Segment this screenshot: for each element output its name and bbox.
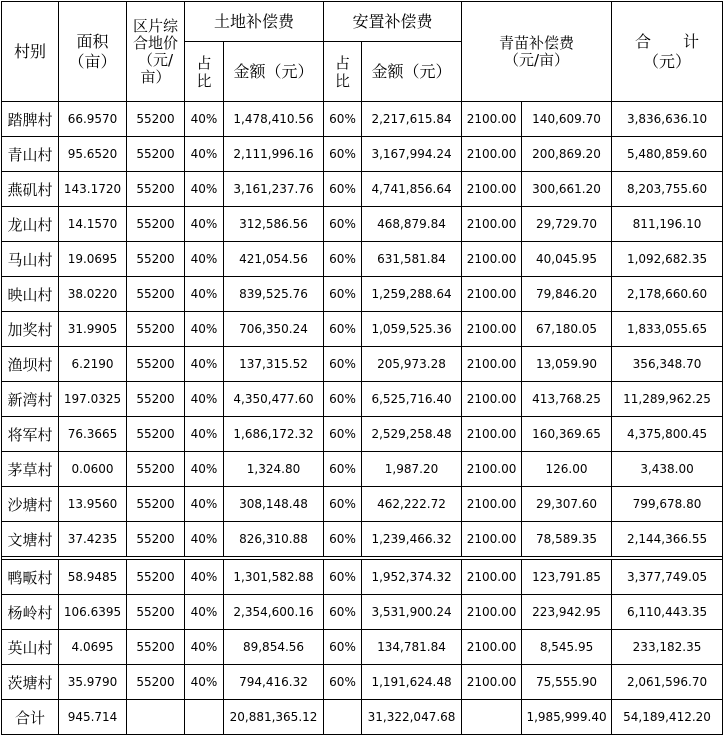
table-row xyxy=(2,347,723,382)
cell-village: 燕矶村 xyxy=(2,172,59,207)
cell-resettle-amount: 2,217,615.84 xyxy=(362,102,462,137)
cell-resettle-ratio: 60% xyxy=(324,172,362,207)
cell-resettle-ratio: 60% xyxy=(324,665,362,700)
cell-land-amount: 1,301,582.88 xyxy=(224,560,324,595)
cell-area: 66.9570 xyxy=(59,102,127,137)
cell-land-amount: 706,350.24 xyxy=(224,312,324,347)
cell-land-price: 55200 xyxy=(127,277,185,312)
cell-resettle-amount: 4,741,856.64 xyxy=(362,172,462,207)
header-village: 村别 xyxy=(2,2,59,102)
table-row xyxy=(2,452,723,487)
totals-price-empty xyxy=(127,700,185,735)
cell-seedling-rate: 2100.00 xyxy=(462,242,522,277)
table-row xyxy=(2,102,723,137)
cell-seedling-rate: 2100.00 xyxy=(462,595,522,630)
cell-land-price: 55200 xyxy=(127,560,185,595)
cell-village: 茅草村 xyxy=(2,452,59,487)
header-seedling-compensation: 青苗补偿费（元/亩） xyxy=(462,2,612,102)
cell-land-ratio: 40% xyxy=(185,242,224,277)
totals-seed-rate-empty xyxy=(462,700,522,735)
cell-resettle-amount: 1,259,288.64 xyxy=(362,277,462,312)
totals-grand-total: 54,189,412.20 xyxy=(612,700,723,735)
cell-seedling-amount: 67,180.05 xyxy=(522,312,612,347)
cell-village: 加奖村 xyxy=(2,312,59,347)
cell-resettle-ratio: 60% xyxy=(324,347,362,382)
cell-area: 0.0600 xyxy=(59,452,127,487)
table-row xyxy=(2,522,723,557)
cell-total: 3,377,749.05 xyxy=(612,560,723,595)
cell-area: 14.1570 xyxy=(59,207,127,242)
cell-land-price: 55200 xyxy=(127,242,185,277)
cell-land-ratio: 40% xyxy=(185,417,224,452)
cell-land-price: 55200 xyxy=(127,522,185,557)
cell-land-price: 55200 xyxy=(127,172,185,207)
header-area: 面积（亩） xyxy=(59,2,127,102)
cell-seedling-amount: 300,661.20 xyxy=(522,172,612,207)
totals-resettle-ratio-empty xyxy=(324,700,362,735)
cell-village: 茨塘村 xyxy=(2,665,59,700)
cell-seedling-rate: 2100.00 xyxy=(462,382,522,417)
cell-resettle-ratio: 60% xyxy=(324,487,362,522)
cell-seedling-rate: 2100.00 xyxy=(462,207,522,242)
table-row xyxy=(2,560,723,595)
header-resettle-amount: 金额（元） xyxy=(362,42,462,102)
cell-village: 青山村 xyxy=(2,137,59,172)
totals-land-ratio-empty xyxy=(185,700,224,735)
table-row xyxy=(2,630,723,665)
cell-land-amount: 3,161,237.76 xyxy=(224,172,324,207)
table-row xyxy=(2,487,723,522)
cell-resettle-amount: 1,059,525.36 xyxy=(362,312,462,347)
cell-area: 31.9905 xyxy=(59,312,127,347)
cell-resettle-amount: 134,781.84 xyxy=(362,630,462,665)
cell-seedling-rate: 2100.00 xyxy=(462,522,522,557)
cell-seedling-amount: 79,846.20 xyxy=(522,277,612,312)
cell-resettle-ratio: 60% xyxy=(324,277,362,312)
cell-land-price: 55200 xyxy=(127,312,185,347)
cell-land-amount: 1,324.80 xyxy=(224,452,324,487)
cell-land-amount: 839,525.76 xyxy=(224,277,324,312)
cell-total: 2,178,660.60 xyxy=(612,277,723,312)
cell-village: 踏脾村 xyxy=(2,102,59,137)
cell-land-amount: 308,148.48 xyxy=(224,487,324,522)
cell-resettle-ratio: 60% xyxy=(324,382,362,417)
cell-total: 8,203,755.60 xyxy=(612,172,723,207)
cell-village: 龙山村 xyxy=(2,207,59,242)
cell-resettle-ratio: 60% xyxy=(324,560,362,595)
cell-land-price: 55200 xyxy=(127,417,185,452)
cell-resettle-ratio: 60% xyxy=(324,137,362,172)
cell-land-ratio: 40% xyxy=(185,665,224,700)
cell-resettle-amount: 468,879.84 xyxy=(362,207,462,242)
header-land-compensation: 土地补偿费 xyxy=(185,2,324,42)
cell-land-amount: 89,854.56 xyxy=(224,630,324,665)
cell-area: 38.0220 xyxy=(59,277,127,312)
cell-total: 4,375,800.45 xyxy=(612,417,723,452)
cell-land-ratio: 40% xyxy=(185,137,224,172)
totals-row xyxy=(2,700,723,735)
cell-total: 233,182.35 xyxy=(612,630,723,665)
cell-total: 2,144,366.55 xyxy=(612,522,723,557)
cell-village: 英山村 xyxy=(2,630,59,665)
cell-area: 58.9485 xyxy=(59,560,127,595)
cell-seedling-rate: 2100.00 xyxy=(462,102,522,137)
cell-total: 11,289,962.25 xyxy=(612,382,723,417)
cell-seedling-rate: 2100.00 xyxy=(462,560,522,595)
totals-land-amount: 20,881,365.12 xyxy=(224,700,324,735)
cell-land-amount: 137,315.52 xyxy=(224,347,324,382)
cell-total: 356,348.70 xyxy=(612,347,723,382)
table-row xyxy=(2,665,723,700)
cell-land-amount: 1,478,410.56 xyxy=(224,102,324,137)
cell-seedling-amount: 140,609.70 xyxy=(522,102,612,137)
cell-total: 3,836,636.10 xyxy=(612,102,723,137)
cell-area: 143.1720 xyxy=(59,172,127,207)
cell-seedling-amount: 126.00 xyxy=(522,452,612,487)
cell-village: 沙塘村 xyxy=(2,487,59,522)
cell-total: 1,092,682.35 xyxy=(612,242,723,277)
cell-resettle-amount: 631,581.84 xyxy=(362,242,462,277)
table-row xyxy=(2,382,723,417)
cell-land-price: 55200 xyxy=(127,102,185,137)
cell-seedling-rate: 2100.00 xyxy=(462,665,522,700)
cell-area: 197.0325 xyxy=(59,382,127,417)
cell-land-price: 55200 xyxy=(127,137,185,172)
cell-seedling-amount: 29,307.60 xyxy=(522,487,612,522)
cell-seedling-amount: 13,059.90 xyxy=(522,347,612,382)
cell-total: 811,196.10 xyxy=(612,207,723,242)
cell-land-ratio: 40% xyxy=(185,487,224,522)
cell-land-amount: 1,686,172.32 xyxy=(224,417,324,452)
cell-resettle-amount: 1,952,374.32 xyxy=(362,560,462,595)
cell-total: 2,061,596.70 xyxy=(612,665,723,700)
cell-land-ratio: 40% xyxy=(185,347,224,382)
table-row xyxy=(2,277,723,312)
cell-land-price: 55200 xyxy=(127,665,185,700)
cell-seedling-rate: 2100.00 xyxy=(462,347,522,382)
table-row xyxy=(2,242,723,277)
cell-land-price: 55200 xyxy=(127,595,185,630)
cell-seedling-rate: 2100.00 xyxy=(462,452,522,487)
cell-seedling-amount: 200,869.20 xyxy=(522,137,612,172)
cell-land-amount: 4,350,477.60 xyxy=(224,382,324,417)
cell-area: 4.0695 xyxy=(59,630,127,665)
table-row xyxy=(2,595,723,630)
table-row xyxy=(2,417,723,452)
cell-village: 杨岭村 xyxy=(2,595,59,630)
cell-land-amount: 421,054.56 xyxy=(224,242,324,277)
cell-resettle-amount: 6,525,716.40 xyxy=(362,382,462,417)
cell-seedling-rate: 2100.00 xyxy=(462,630,522,665)
cell-resettle-ratio: 60% xyxy=(324,452,362,487)
cell-total: 799,678.80 xyxy=(612,487,723,522)
table-row xyxy=(2,312,723,347)
cell-seedling-amount: 40,045.95 xyxy=(522,242,612,277)
cell-resettle-amount: 2,529,258.48 xyxy=(362,417,462,452)
cell-area: 35.9790 xyxy=(59,665,127,700)
cell-area: 37.4235 xyxy=(59,522,127,557)
cell-resettle-amount: 1,239,466.32 xyxy=(362,522,462,557)
totals-resettle-amount: 31,322,047.68 xyxy=(362,700,462,735)
cell-resettle-amount: 1,987.20 xyxy=(362,452,462,487)
cell-seedling-amount: 123,791.85 xyxy=(522,560,612,595)
cell-area: 13.9560 xyxy=(59,487,127,522)
cell-village: 鸭畈村 xyxy=(2,560,59,595)
cell-land-price: 55200 xyxy=(127,347,185,382)
header-land-ratio: 占比 xyxy=(185,42,224,102)
compensation-table xyxy=(1,1,723,735)
cell-resettle-ratio: 60% xyxy=(324,630,362,665)
cell-seedling-rate: 2100.00 xyxy=(462,487,522,522)
cell-resettle-amount: 1,191,624.48 xyxy=(362,665,462,700)
cell-resettle-amount: 3,531,900.24 xyxy=(362,595,462,630)
totals-area: 945.714 xyxy=(59,700,127,735)
cell-seedling-rate: 2100.00 xyxy=(462,417,522,452)
cell-seedling-amount: 223,942.95 xyxy=(522,595,612,630)
cell-resettle-ratio: 60% xyxy=(324,312,362,347)
cell-seedling-amount: 29,729.70 xyxy=(522,207,612,242)
cell-land-ratio: 40% xyxy=(185,312,224,347)
cell-seedling-rate: 2100.00 xyxy=(462,277,522,312)
cell-area: 95.6520 xyxy=(59,137,127,172)
cell-land-price: 55200 xyxy=(127,630,185,665)
cell-land-amount: 794,416.32 xyxy=(224,665,324,700)
cell-area: 6.2190 xyxy=(59,347,127,382)
header-total: 合 计（元） xyxy=(612,2,723,102)
cell-resettle-amount: 205,973.28 xyxy=(362,347,462,382)
cell-seedling-amount: 413,768.25 xyxy=(522,382,612,417)
cell-land-amount: 826,310.88 xyxy=(224,522,324,557)
cell-village: 映山村 xyxy=(2,277,59,312)
cell-total: 1,833,055.65 xyxy=(612,312,723,347)
cell-total: 3,438.00 xyxy=(612,452,723,487)
cell-seedling-amount: 78,589.35 xyxy=(522,522,612,557)
cell-land-ratio: 40% xyxy=(185,560,224,595)
totals-seedling-amount: 1,985,999.40 xyxy=(522,700,612,735)
table-row xyxy=(2,207,723,242)
cell-seedling-amount: 75,555.90 xyxy=(522,665,612,700)
cell-land-price: 55200 xyxy=(127,487,185,522)
cell-village: 新湾村 xyxy=(2,382,59,417)
header-resettle-ratio: 占比 xyxy=(324,42,362,102)
cell-village: 渔坝村 xyxy=(2,347,59,382)
cell-resettle-ratio: 60% xyxy=(324,207,362,242)
header-land-price: 区片综合地价（元/亩） xyxy=(127,2,185,102)
cell-land-amount: 2,111,996.16 xyxy=(224,137,324,172)
table-row xyxy=(2,137,723,172)
cell-resettle-ratio: 60% xyxy=(324,242,362,277)
cell-land-ratio: 40% xyxy=(185,382,224,417)
header-resettlement-compensation: 安置补偿费 xyxy=(324,2,462,42)
cell-resettle-ratio: 60% xyxy=(324,102,362,137)
cell-land-price: 55200 xyxy=(127,207,185,242)
cell-total: 5,480,859.60 xyxy=(612,137,723,172)
cell-resettle-ratio: 60% xyxy=(324,595,362,630)
cell-seedling-rate: 2100.00 xyxy=(462,312,522,347)
cell-area: 106.6395 xyxy=(59,595,127,630)
cell-seedling-rate: 2100.00 xyxy=(462,172,522,207)
cell-village: 将军村 xyxy=(2,417,59,452)
cell-land-price: 55200 xyxy=(127,382,185,417)
table-row xyxy=(2,172,723,207)
cell-land-ratio: 40% xyxy=(185,522,224,557)
cell-seedling-amount: 8,545.95 xyxy=(522,630,612,665)
cell-resettle-amount: 3,167,994.24 xyxy=(362,137,462,172)
cell-area: 19.0695 xyxy=(59,242,127,277)
cell-resettle-ratio: 60% xyxy=(324,522,362,557)
cell-land-ratio: 40% xyxy=(185,172,224,207)
cell-land-price: 55200 xyxy=(127,452,185,487)
cell-village: 马山村 xyxy=(2,242,59,277)
totals-label: 合计 xyxy=(2,700,59,735)
cell-land-ratio: 40% xyxy=(185,595,224,630)
cell-land-amount: 312,586.56 xyxy=(224,207,324,242)
cell-resettle-amount: 462,222.72 xyxy=(362,487,462,522)
cell-seedling-amount: 160,369.65 xyxy=(522,417,612,452)
cell-seedling-rate: 2100.00 xyxy=(462,137,522,172)
header-land-amount: 金额（元） xyxy=(224,42,324,102)
cell-land-ratio: 40% xyxy=(185,207,224,242)
cell-resettle-ratio: 60% xyxy=(324,417,362,452)
cell-village: 文塘村 xyxy=(2,522,59,557)
cell-land-ratio: 40% xyxy=(185,277,224,312)
cell-total: 6,110,443.35 xyxy=(612,595,723,630)
cell-area: 76.3665 xyxy=(59,417,127,452)
cell-land-amount: 2,354,600.16 xyxy=(224,595,324,630)
cell-land-ratio: 40% xyxy=(185,102,224,137)
cell-land-ratio: 40% xyxy=(185,452,224,487)
cell-land-ratio: 40% xyxy=(185,630,224,665)
